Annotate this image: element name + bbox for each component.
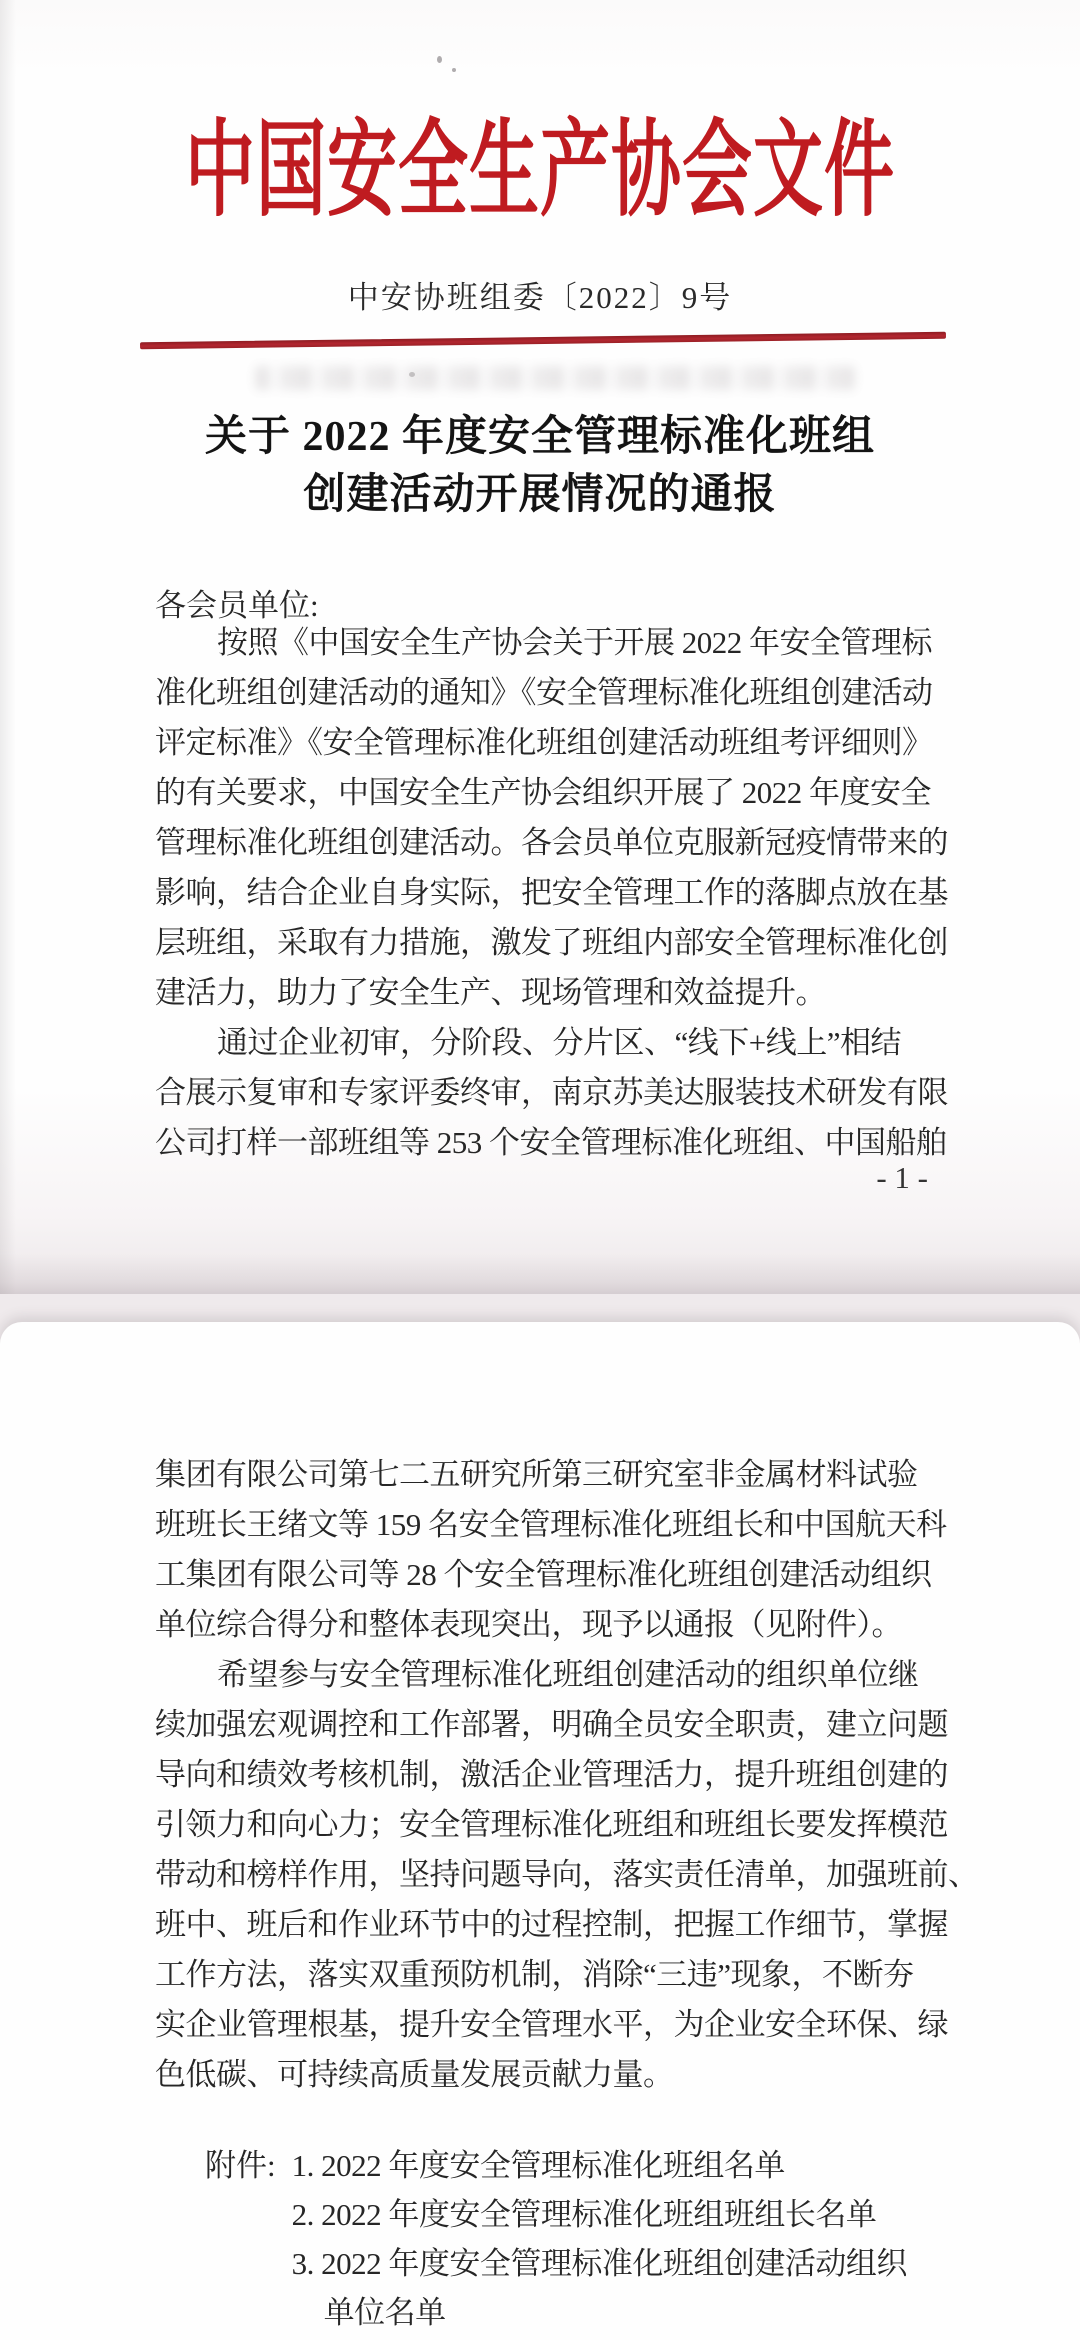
red-letterhead-title: 中国安全生产协会文件: [185, 114, 895, 230]
body-line: 层班组，采取有力措施，激发了班组内部安全管理标准化创: [155, 925, 948, 960]
scan-speck: [452, 68, 456, 72]
notice-title: [0, 408, 1080, 524]
body-line: 色低碳、可持续高质量发展贡献力量。: [155, 2057, 674, 2092]
attachments-list: [205, 2141, 907, 2337]
document-number: 中安协班组委〔2022〕9号: [347, 280, 733, 315]
attachments-items: [292, 2141, 907, 2337]
body-line: 评定标准》《安全管理标准化班组创建活动班组考评细则》: [155, 725, 933, 760]
attachment-item-wrap: 单位名单: [323, 2295, 446, 2330]
ghost-showthrough: [255, 366, 855, 390]
page-number: - 1 -: [876, 1160, 928, 1195]
body-line: 希望参与安全管理标准化班组创建活动的组织单位继: [217, 1657, 919, 1692]
body-line: 管理标准化班组创建活动。各会员单位克服新冠疫情带来的: [155, 825, 948, 860]
attachment-item: 1. 2022 年度安全管理标准化班组名单: [291, 2148, 785, 2183]
body-line: 建活力，助力了安全生产、现场管理和效益提升。: [155, 975, 826, 1010]
body-line: 工集团有限公司等 28 个安全管理标准化班组创建活动组织: [155, 1557, 932, 1592]
body-text-page2: [155, 1450, 979, 2100]
body-line: 准化班组创建活动的通知》《安全管理标准化班组创建活动: [155, 675, 933, 710]
body-line: 公司打样一部班组等 253 个安全管理标准化班组、中国船舶: [155, 1125, 947, 1160]
body-line: 实企业管理根基，提升安全管理水平，为企业安全环保、绿: [155, 2007, 948, 2042]
notice-title-line1: 关于 2022 年度安全管理标准化班组: [204, 414, 875, 460]
attachments-label: 附件:: [205, 2148, 276, 2183]
body-line: 按照《中国安全生产协会关于开展 2022 年安全管理标: [217, 625, 932, 660]
notice-title-line2: 创建活动开展情况的通报: [303, 472, 777, 518]
body-line: 带动和榜样作用，坚持问题导向，落实责任清单，加强班前、: [155, 1857, 979, 1892]
body-line: 合展示复审和专家评委终审，南京苏美达服装技术研发有限: [155, 1075, 948, 1110]
body-text-page1: [155, 618, 948, 1168]
attachment-item: 3. 2022 年度安全管理标准化班组创建活动组织: [291, 2246, 907, 2281]
page-edge-shadow: [0, 1254, 1080, 1294]
body-line: 的有关要求，中国安全生产协会组织开展了 2022 年度安全: [155, 775, 931, 810]
scan-speck: [409, 372, 415, 377]
body-line: 通过企业初审，分阶段、分片区、“线下+线上”相结: [217, 1025, 901, 1060]
body-line: 工作方法，落实双重预防机制，消除“三违”现象，不断夯: [155, 1957, 914, 1992]
body-line: 单位综合得分和整体表现突出，现予以通报（见附件）。: [155, 1607, 902, 1642]
body-line: 班班长王绪文等 159 名安全管理标准化班组长和中国航天科: [155, 1507, 947, 1542]
salutation: 各会员单位:: [155, 588, 319, 623]
scan-speck: [437, 56, 442, 63]
red-divider-line: [140, 332, 946, 350]
document-page-2: [0, 1322, 1080, 2340]
attachment-item: 2. 2022 年度安全管理标准化班组班组长名单: [291, 2197, 877, 2232]
body-line: 影响，结合企业自身实际，把安全管理工作的落脚点放在基: [155, 875, 948, 910]
body-line: 导向和绩效考核机制，激活企业管理活力，提升班组创建的: [155, 1757, 948, 1792]
body-line: 续加强宏观调控和工作部署，明确全员安全职责，建立问题: [155, 1707, 948, 1742]
body-line: 引领力和向心力；安全管理标准化班组和班组长要发挥模范: [155, 1807, 948, 1842]
body-line: 班中、班后和作业环节中的过程控制，把握工作细节，掌握: [155, 1907, 948, 1942]
body-line: 集团有限公司第七二五研究所第三研究室非金属材料试验: [155, 1457, 918, 1492]
